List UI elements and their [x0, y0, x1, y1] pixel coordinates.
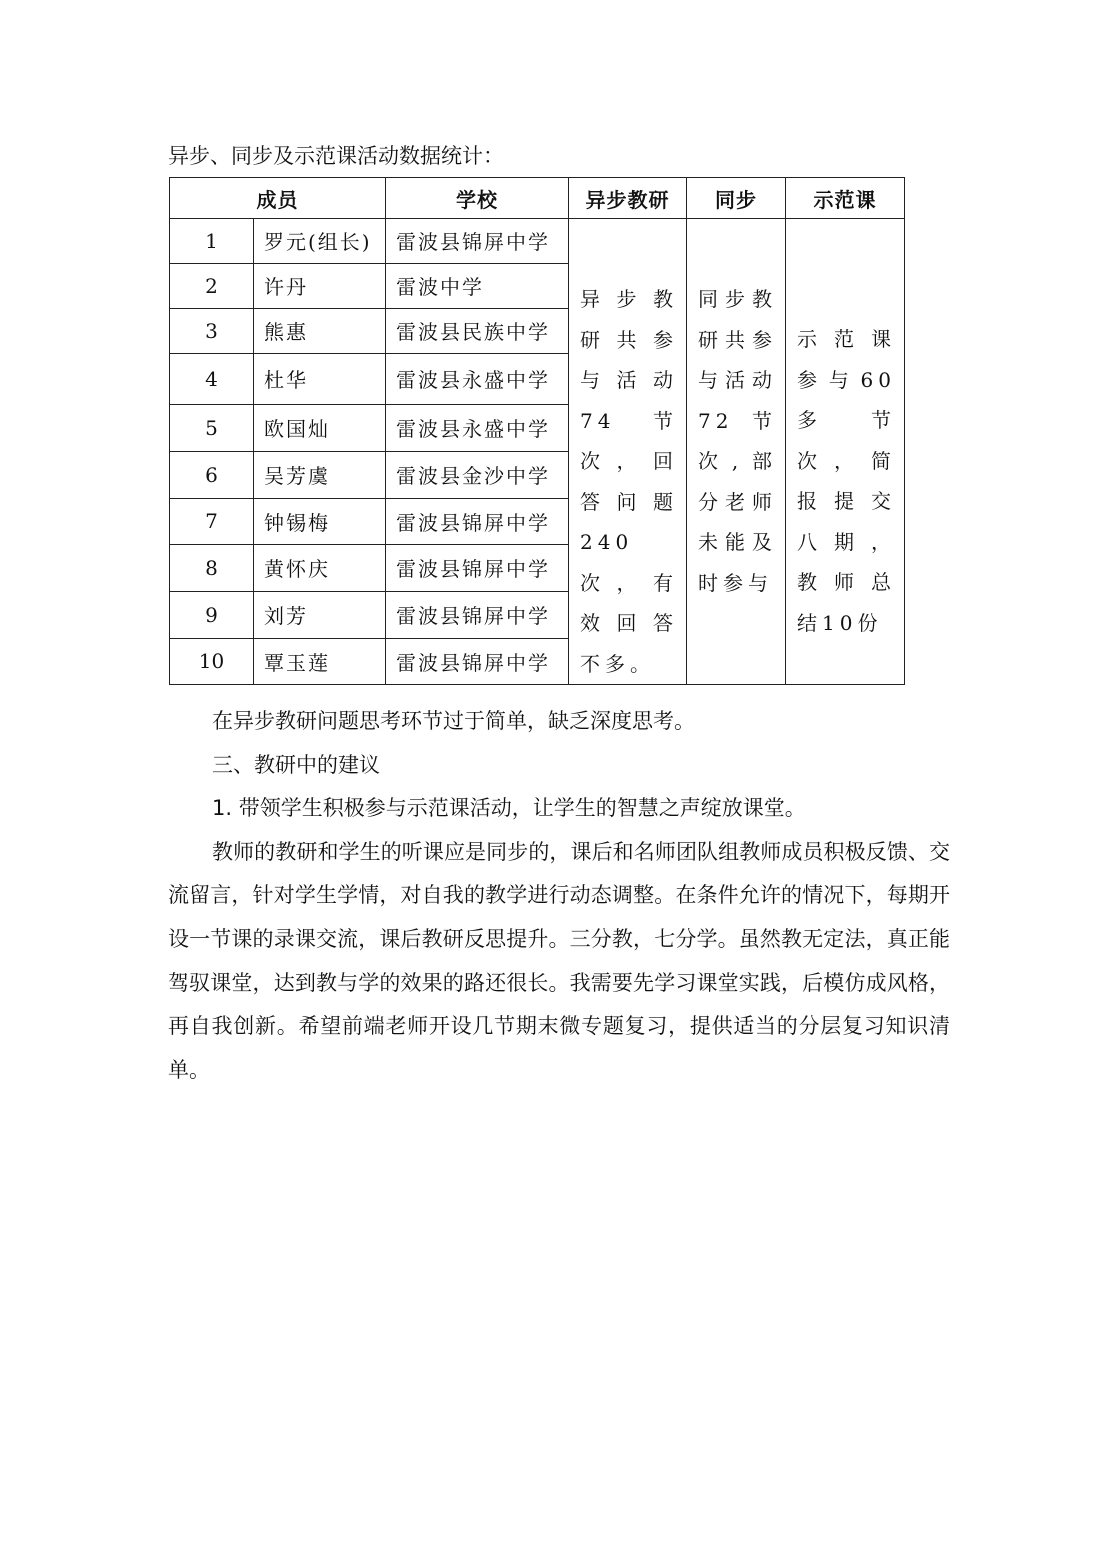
table-caption: 异步、同步及示范课活动数据统计： [168, 144, 504, 168]
member-school: 雷波县锦屏中学 [386, 591, 569, 638]
tongbu-summary-cell: 同步教研共参与活动 72 节次,部分老师未能及时参与 [687, 219, 786, 685]
body-text [168, 700, 950, 1092]
header-yibu: 异步教研 [569, 178, 687, 219]
member-school: 雷波县民族中学 [386, 308, 569, 353]
member-name: 覃玉莲 [254, 638, 386, 684]
header-school: 学校 [386, 178, 569, 219]
member-school: 雷波县锦屏中学 [386, 544, 569, 591]
paragraph-reflection: 在异步教研问题思考环节过于简单，缺乏深度思考。 [212, 709, 695, 733]
shifan-summary-cell: 示范课参与60多节次，简报提交八期，教师总结10份 [786, 219, 905, 685]
row-number: 2 [170, 263, 254, 308]
header-member: 成员 [170, 178, 386, 219]
table-header-row [170, 178, 905, 219]
list-number: 1. [212, 796, 233, 821]
row-number: 1 [170, 219, 254, 264]
member-school: 雷波县锦屏中学 [386, 219, 569, 264]
row-number: 6 [170, 451, 254, 498]
row-number: 9 [170, 591, 254, 638]
member-name: 欧国灿 [254, 404, 386, 451]
activity-stats-table [169, 177, 905, 685]
member-school: 雷波县永盛中学 [386, 404, 569, 451]
row-number: 5 [170, 404, 254, 451]
member-school: 雷波中学 [386, 263, 569, 308]
member-school: 雷波县永盛中学 [386, 353, 569, 404]
yibu-summary-cell: 异步教研共参与活动 74 节次，回答问题 240 次，有效回答不多。 [569, 219, 687, 685]
header-shifan: 示范课 [786, 178, 905, 219]
paragraph-detail: 教师的教研和学生的听课应是同步的，课后和名师团队组教师成员积极反馈、交流留言，针对学生学情，对自我的教学进行动态调整。在条件允许的情况下，每期开设一节课的录课交流，课后教研反思提升。三分教，七分学。虽然教无定法，真正能驾驭课堂，达到教与学的效果的路还很长。我需要先学习课堂实践，后模仿成风格，再自我创新。希望前端老师开设几节期末微专题复习，提供适当的分层复习知识清单。 [168, 839, 950, 1082]
member-name: 熊惠 [254, 308, 386, 353]
member-school: 雷波县金沙中学 [386, 451, 569, 498]
table-row [170, 219, 905, 264]
member-name: 杜华 [254, 353, 386, 404]
member-name: 吴芳虞 [254, 451, 386, 498]
row-number: 7 [170, 498, 254, 544]
member-name: 钟锡梅 [254, 498, 386, 544]
member-name: 罗元(组长) [254, 219, 386, 264]
member-school: 雷波县锦屏中学 [386, 638, 569, 684]
header-tongbu: 同步 [687, 178, 786, 219]
row-number: 4 [170, 353, 254, 404]
row-number: 8 [170, 544, 254, 591]
suggestion-text: 带领学生积极参与示范课活动，让学生的智慧之声绽放课堂。 [232, 796, 806, 821]
member-school: 雷波县锦屏中学 [386, 498, 569, 544]
member-name: 黄怀庆 [254, 544, 386, 591]
member-name: 刘芳 [254, 591, 386, 638]
paragraph-suggestion-1 [168, 787, 950, 831]
member-name: 许丹 [254, 263, 386, 308]
row-number: 3 [170, 308, 254, 353]
row-number: 10 [170, 638, 254, 684]
section-heading-suggestions: 三、教研中的建议 [212, 752, 380, 777]
